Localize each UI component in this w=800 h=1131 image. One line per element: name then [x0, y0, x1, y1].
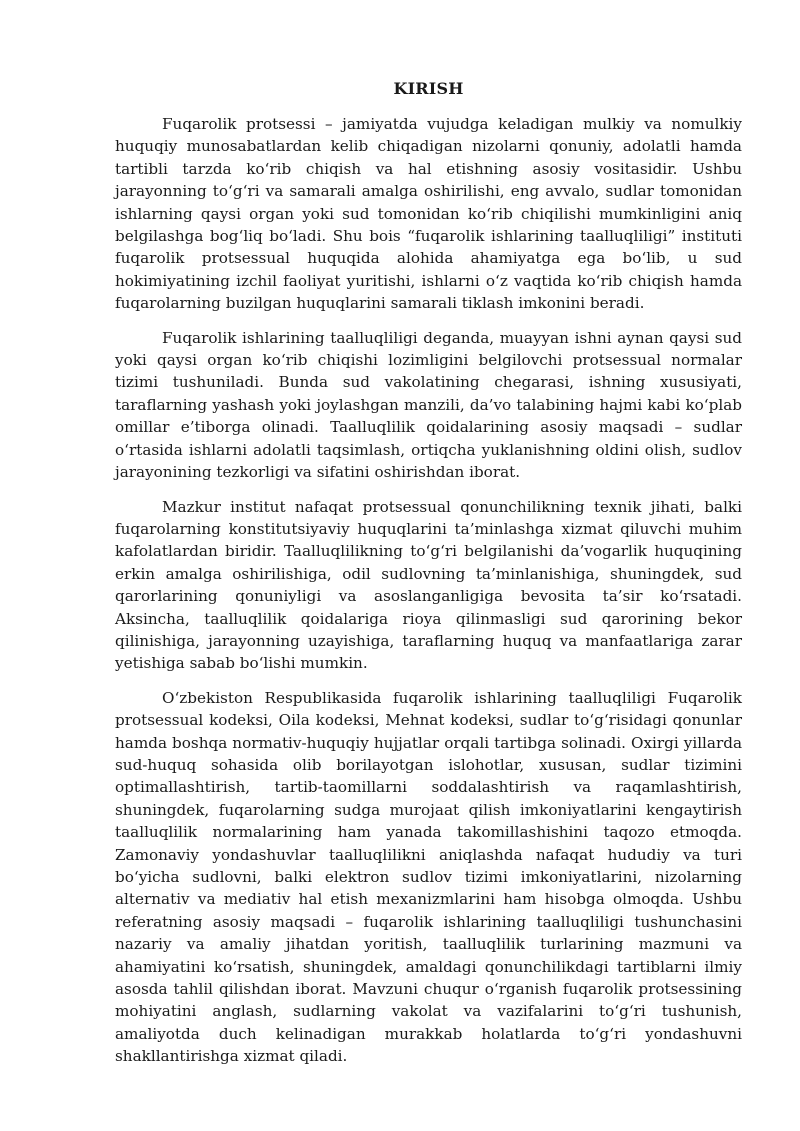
paragraph-1: Fuqarolik protsessi – jamiyatda vujudga keladigan mulkiy va nomulkiy huquqiy munosabatlardan kelib chiqadigan nizolarni qonuniy, adolatli hamda tartibli tarzda ko‘rib chiqish va hal etishning asosiy vositasidir. Ushbu jarayonning to‘g‘ri va samarali amalga oshirilishi, eng avvalo, sudlar tomonidan ishlarning qaysi organ yoki sud tomonidan ko‘rib chiqilishi mumkinligini aniq belgilashga bog‘liq bo‘ladi. Shu bois “fuqarolik ishlarining taalluqliligi” instituti fuqarolik protsessual huquqida alohida ahamiyatga ega bo‘lib, u sud hokimiyatining izchil faoliyat yuritishi, ishlarni o‘z vaqtida ko‘rib chiqish hamda fuqarolarning buzilgan huquqlarini samarali tiklash imkonini beradi. [115, 115, 742, 313]
paragraph-4: O‘zbekiston Respublikasida fuqarolik ishlarining taalluqliligi Fuqarolik protsessual kodeksi, Oila kodeksi, Mehnat kodeksi, sudlar to‘g‘risidagi qonunlar hamda boshqa normativ-huquqiy hujjatlar orqali tartibga solinadi. Oxirgi yillarda sud-huquq sohasida olib borilayotgan islohotlar, xususan, sudlar tizimini optimallashtirish, tartib-taomillarni soddalashtirish va raqamlashtirish, shuningdek, fuqarolarning sudga murojaat qilish imkoniyatlarini kengaytirish taalluqlilik normalarining ham yanada takomillashishini taqozo etmoqda. Zamonaviy yondashuvlar taalluqlilikni aniqlashda nafaqat hududiy va turi bo‘yicha sudlovni, balki elektron sudlov tizimi imkoniyatlarini, nizolarning alternativ va mediativ hal etish mexanizmlarini ham hisobga olmoqda. Ushbu referatning asosiy maqsadi – fuqarolik ishlarining taalluqliligi tushunchasini nazariy va amaliy jihatdan yoritish, taalluqlilik turlarining mazmuni va ahamiyatini ko‘rsatish, shuningdek, amaldagi qonunchilikdagi tartiblarni ilmiy asosda tahlil qilishdan iborat. Mavzuni chuqur o‘rganish fuqarolik protsessining mohiyatini anglash, sudlarning vakolat va vazifalarini to‘g‘ri tushunish, amaliyotda duch kelinadigan murakkab holatlarda to‘g‘ri yondashuvni shakllantirishga xizmat qiladi. [115, 688, 742, 1066]
page-title: KIRISH [393, 79, 464, 98]
paragraph-2: Fuqarolik ishlarining taalluqliligi deganda, muayyan ishni aynan qaysi sud yoki qaysi organ ko‘rib chiqishi lozimligini belgilovchi protsessual normalar tizimi tushuniladi. Bunda sud vakolatining chegarasi, ishning xususiyati, taraflarning yashash yoki joylashgan manzili, da’vo talabining hajmi kabi ko‘plab omillar e’tiborga olinadi. Taalluqlilik qoidalarining asosiy maqsadi – sudlar o‘rtasida ishlarni adolatli taqsimlash, ortiqcha yuklanishning oldini olish, sudlov jarayonining tezkorligi va sifatini oshirishdan iborat. [115, 328, 742, 482]
paragraph-3: Mazkur institut nafaqat protsessual qonunchilikning texnik jihati, balki fuqarolarning konstitutsiyaviy huquqlarini ta’minlashga xizmat qiluvchi muhim kafolatlardan biridir. Taalluqlilikning to‘g‘ri belgilanishi da’vogarlik huquqining erkin amalga oshirilishiga, odil sudlovning ta’minlanishiga, shuningdek, sud qarorlarining qonuniyligi va asoslanganligiga bevosita ta’sir ko‘rsatadi. Aksincha, taalluqlilik qoidalariga rioya qilinmasligi sud qarorining bekor qilinishiga, jarayonning uzayishiga, taraflarning huquq va manfaatlariga zarar yetishiga sabab bo‘lishi mumkin. [115, 497, 742, 673]
document-body [115, 78, 742, 1080]
